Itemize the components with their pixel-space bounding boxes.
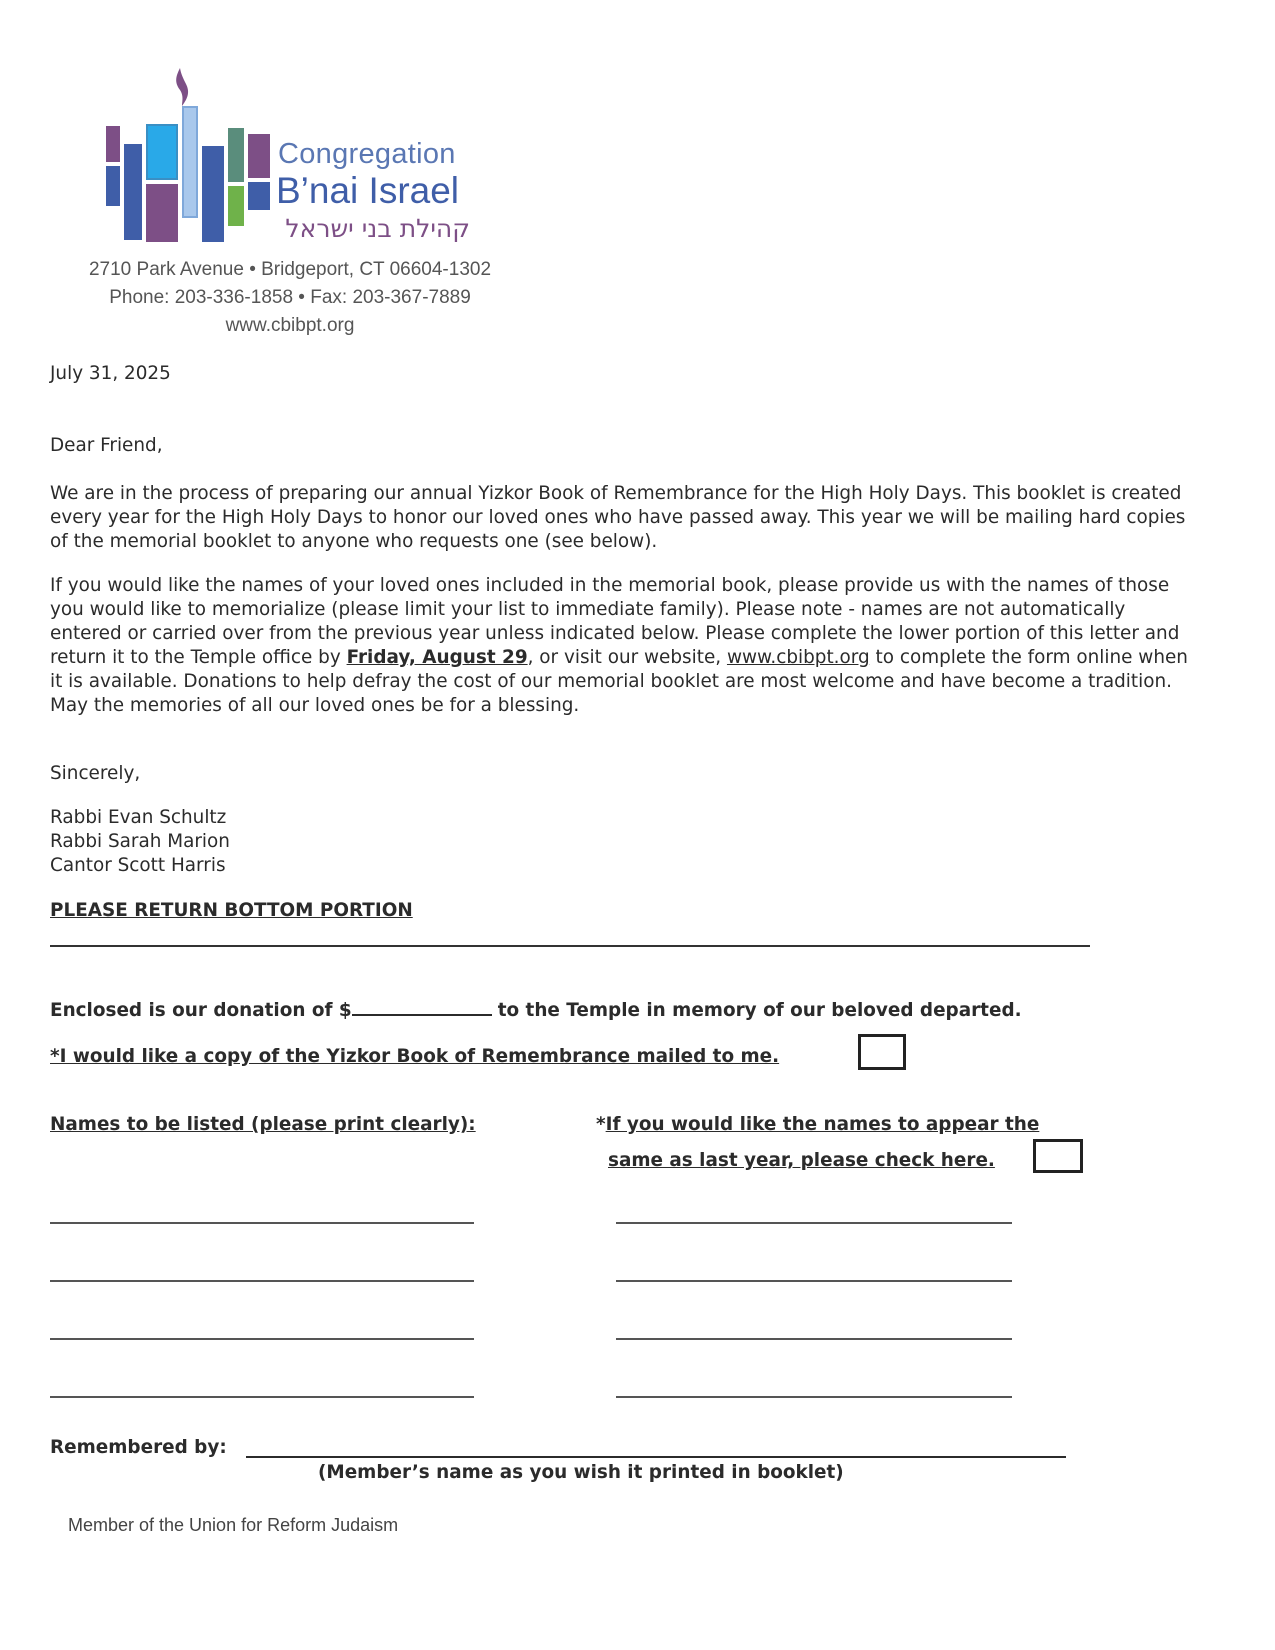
name-field-right-2[interactable] [616,1280,1012,1282]
logo-congregation-text: Congregation [278,138,456,170]
logo-bar [248,134,270,178]
paragraph-text: , or visit our website, [527,647,727,668]
candle-bar [182,106,198,218]
name-field-right-4[interactable] [616,1396,1012,1398]
donation-amount-field[interactable] [352,998,492,1016]
asterisk: * [596,1114,606,1135]
donation-prefix: Enclosed is our donation of $ [50,1000,352,1021]
logo-bar [228,186,244,226]
signatory: Rabbi Evan Schultz [50,807,227,828]
deadline-date: Friday, August 29 [346,647,528,668]
logo-bar [228,128,244,182]
name-field-left-4[interactable] [50,1396,474,1398]
logo-name-text: B’nai Israel [276,170,460,211]
cut-divider [50,945,1090,947]
logo-bar [146,124,178,180]
letter-date: July 31, 2025 [50,363,171,384]
website-line[interactable]: www.cbibpt.org [225,315,355,336]
website-link[interactable]: www.cbibpt.org [726,647,870,668]
logo-bar [124,144,142,240]
paragraph-instructions [50,574,1190,718]
name-field-right-3[interactable] [616,1338,1012,1340]
name-field-left-1[interactable] [50,1222,474,1224]
same-as-last-year-checkbox[interactable] [1033,1139,1083,1173]
closing: Sincerely, [50,763,141,784]
same-as-last-year-text: same as last year, please check here. [608,1150,995,1171]
greeting: Dear Friend, [50,435,163,456]
signatory: Rabbi Sarah Marion [50,831,230,852]
name-field-left-3[interactable] [50,1338,474,1340]
remembered-by-label: Remembered by: [50,1437,227,1458]
return-heading: PLEASE RETURN BOTTOM PORTION [50,900,413,921]
candle-bookshelf-logo-icon [100,66,280,242]
logo-hebrew-text: קהילת בני ישראל [285,214,470,243]
logo-bar [248,182,270,210]
logo-bar [146,184,178,242]
copy-request-label: *I would like a copy of the Yizkor Book of Remembrance mailed to me. [50,1046,780,1067]
logo-bar [106,126,120,162]
names-heading: Names to be listed (please print clearly): [50,1114,476,1135]
donation-line [50,998,1022,1021]
copy-request-checkbox[interactable] [858,1034,906,1070]
paragraph-text: If you would like the names of your loved ones included in the memorial book, please provide us with the names of those you would like to memorialize (please limit your list to immediate family). Please note - names are not automatically entered or carried over from the previous year unless indicated below. Please complete the lower portion of this letter and return it to the Temple office by [50,575,1180,668]
donation-suffix: to the Temple in memory of our beloved departed. [497,1000,1022,1021]
flame-icon [172,66,192,106]
logo-bar [202,146,224,242]
name-field-left-2[interactable] [50,1280,474,1282]
same-as-last-year-label [596,1114,1039,1135]
footer-affiliation: Member of the Union for Reform Judaism [68,1515,399,1535]
paragraph-intro: We are in the process of preparing our annual Yizkor Book of Remembrance for the High Holy Days. This booklet is created every year for the High Holy Days to honor our loved ones who have passed away. This year we will be mailing hard copies of the memorial booklet to anyone who requests one (see below). [50,483,1186,552]
remembered-by-note: (Member’s name as you wish it printed in booklet) [318,1462,844,1483]
phone-fax-line: Phone: 203-336-1858 • Fax: 203-367-7889 [109,287,471,308]
address-line: 2710 Park Avenue • Bridgeport, CT 06604-1302 [88,259,492,280]
remembered-by-field[interactable] [246,1456,1066,1458]
signatory: Cantor Scott Harris [50,855,226,876]
same-as-last-year-text: If you would like the names to appear the [605,1114,1040,1135]
logo-bar [106,166,120,206]
paragraph-text: to complete the form online when it is available. Donations to help defray the cost of our memorial booklet are most welcome and have become a tradition. May the memories of all our loved ones be for a blessing. [50,647,1188,716]
name-field-right-1[interactable] [616,1222,1012,1224]
